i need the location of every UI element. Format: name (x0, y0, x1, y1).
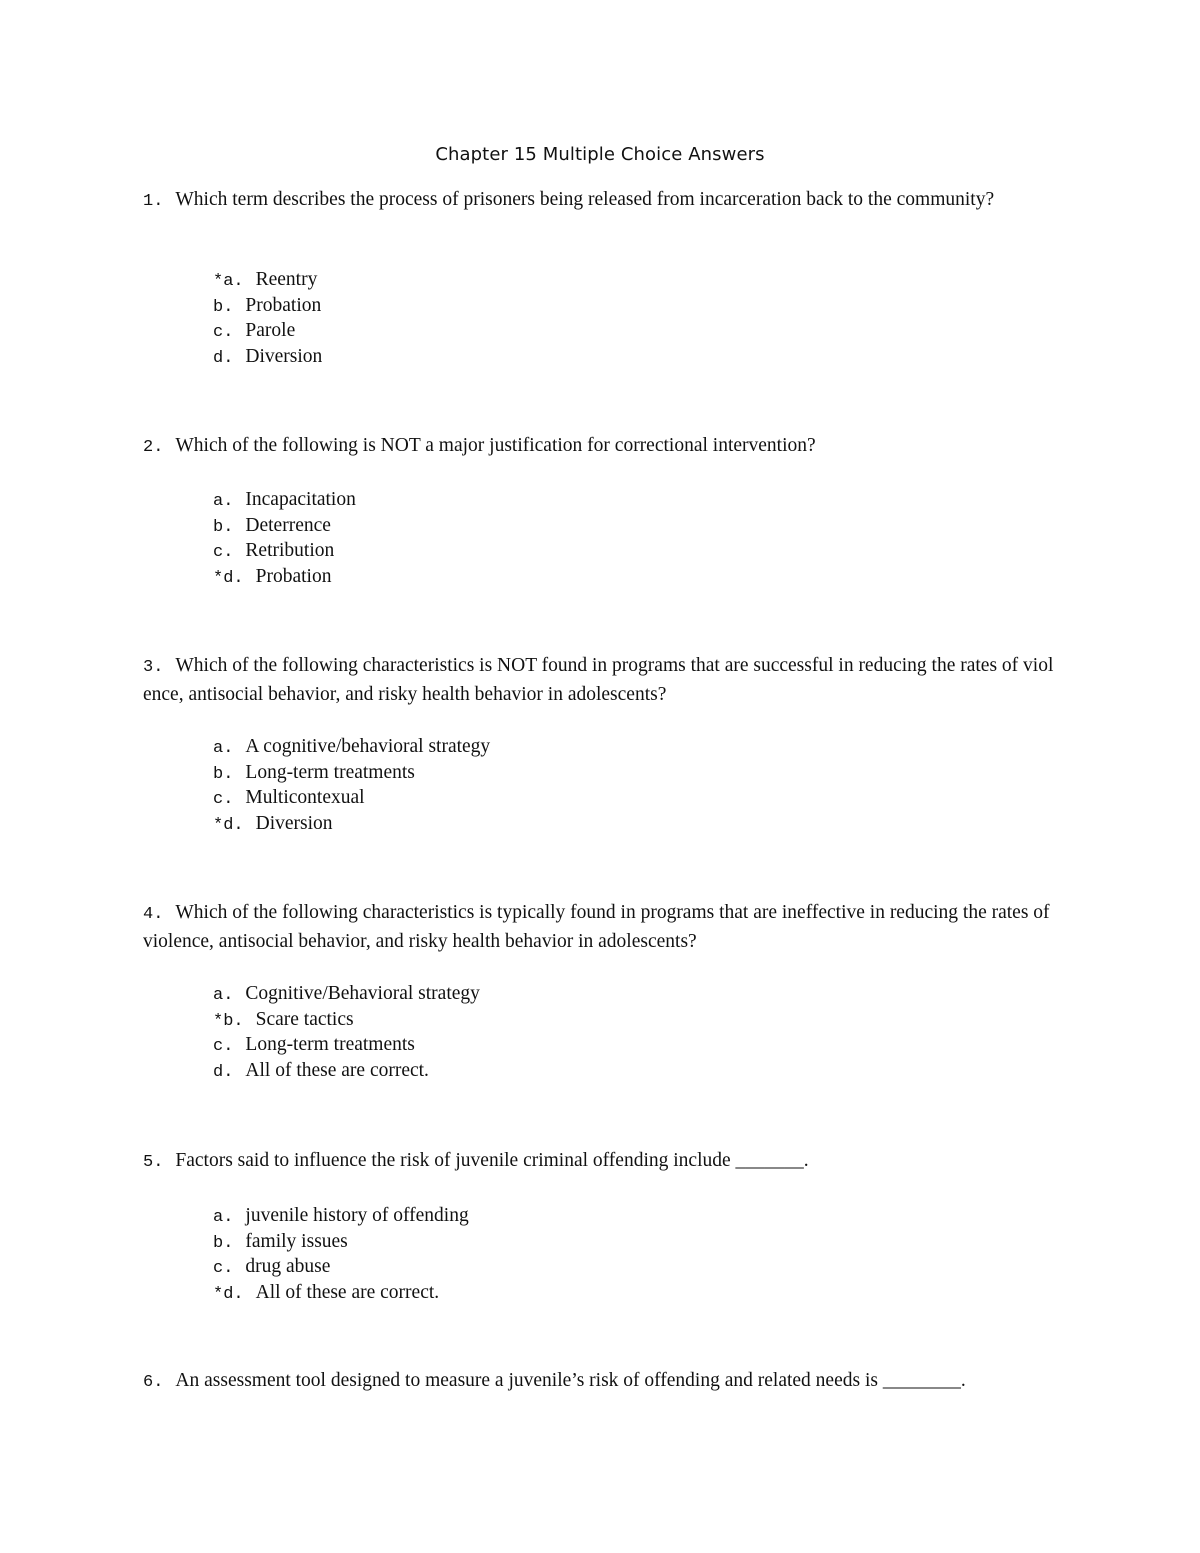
option-label: c. (213, 790, 234, 809)
option-label: c. (213, 1037, 234, 1056)
option-item (213, 564, 356, 590)
option-label: *d. (213, 568, 244, 588)
question-number: 3. (143, 658, 164, 677)
option-item (213, 734, 490, 760)
question-number: 1. (143, 192, 164, 211)
option-item (213, 293, 322, 319)
option-text: Long-term treatments (245, 1034, 415, 1055)
option-text: All of these are correct. (255, 1281, 440, 1303)
option-text: Multicontexual (245, 787, 365, 808)
option-item (213, 318, 322, 344)
question-number: 2. (143, 438, 164, 457)
option-text: Scare tactics (255, 1008, 354, 1030)
option-label: *d. (213, 815, 244, 835)
option-label: a. (213, 1208, 234, 1227)
question-text: An assessment tool designed to measure a juvenile’s risk of offending and related needs is ________. (175, 1370, 966, 1391)
option-label: a. (213, 739, 234, 758)
option-label: d. (213, 348, 234, 368)
question-1 (143, 186, 1058, 215)
option-text: All of these are correct. (245, 1059, 429, 1081)
option-label: c. (213, 323, 234, 342)
option-label: b. (213, 297, 234, 317)
question-3-options (213, 734, 490, 836)
question-2-options (213, 487, 356, 589)
option-label: b. (213, 1233, 234, 1253)
option-text: Deterrence (245, 514, 331, 536)
question-4 (143, 899, 1058, 955)
question-text: Which of the following characteristics is NOT found in programs that are successful in reducing the rates of violence, antisocial behavior, and risky health behavior in adolescents? (143, 655, 1054, 705)
option-item (213, 785, 490, 811)
question-text: Which of the following characteristics is typically found in programs that are ineffective in reducing the rates of violence, antisocial behavior, and risky health behavior in adolescents? (143, 902, 1050, 952)
option-label: b. (213, 764, 234, 784)
option-label: a. (213, 492, 234, 511)
question-text: Which of the following is NOT a major justification for correctional intervention? (175, 435, 816, 456)
option-label: *a. (213, 272, 244, 291)
option-label: c. (213, 543, 234, 562)
question-2 (143, 432, 1058, 461)
question-1-options (213, 267, 322, 369)
option-item (213, 811, 490, 837)
option-text: Cognitive/Behavioral strategy (245, 983, 480, 1004)
option-item (213, 267, 322, 293)
option-label: c. (213, 1259, 234, 1278)
question-6 (143, 1367, 1058, 1396)
option-text: juvenile history of offending (245, 1205, 469, 1226)
question-number: 6. (143, 1373, 164, 1392)
option-item (213, 513, 356, 539)
option-item (213, 1229, 469, 1255)
option-item (213, 1058, 480, 1084)
option-label: *b. (213, 1011, 244, 1031)
option-item (213, 1007, 480, 1033)
option-item (213, 344, 322, 370)
option-text: Diversion (255, 812, 333, 834)
option-text: Probation (245, 294, 322, 316)
option-text: Probation (255, 565, 332, 587)
option-item (213, 487, 356, 513)
question-4-options (213, 981, 480, 1083)
option-label: a. (213, 986, 234, 1005)
question-text: Which term describes the process of prisoners being released from incarceration back to the community? (175, 189, 995, 210)
option-text: Reentry (255, 269, 318, 290)
option-text: drug abuse (245, 1256, 331, 1277)
option-text: Diversion (245, 345, 323, 367)
question-5-options (213, 1203, 469, 1305)
option-item (213, 1032, 480, 1058)
option-item (213, 1203, 469, 1229)
document-title: Chapter 15 Multiple Choice Answers (435, 144, 765, 165)
option-label: *d. (213, 1284, 244, 1304)
option-text: Incapacitation (245, 489, 356, 510)
option-text: Retribution (245, 540, 335, 561)
option-text: family issues (245, 1230, 348, 1252)
option-label: d. (213, 1062, 234, 1082)
option-item (213, 760, 490, 786)
question-text: Factors said to influence the risk of juvenile criminal offending include _______. (175, 1150, 809, 1171)
question-3 (143, 652, 1058, 708)
option-item (213, 538, 356, 564)
option-item (213, 1254, 469, 1280)
option-text: Long-term treatments (245, 761, 415, 783)
option-text: A cognitive/behavioral strategy (245, 736, 491, 757)
option-item (213, 981, 480, 1007)
question-number: 5. (143, 1153, 164, 1172)
option-label: b. (213, 517, 234, 537)
question-number: 4. (143, 905, 164, 924)
option-item (213, 1280, 469, 1306)
option-text: Parole (245, 320, 296, 341)
question-5 (143, 1147, 1058, 1176)
